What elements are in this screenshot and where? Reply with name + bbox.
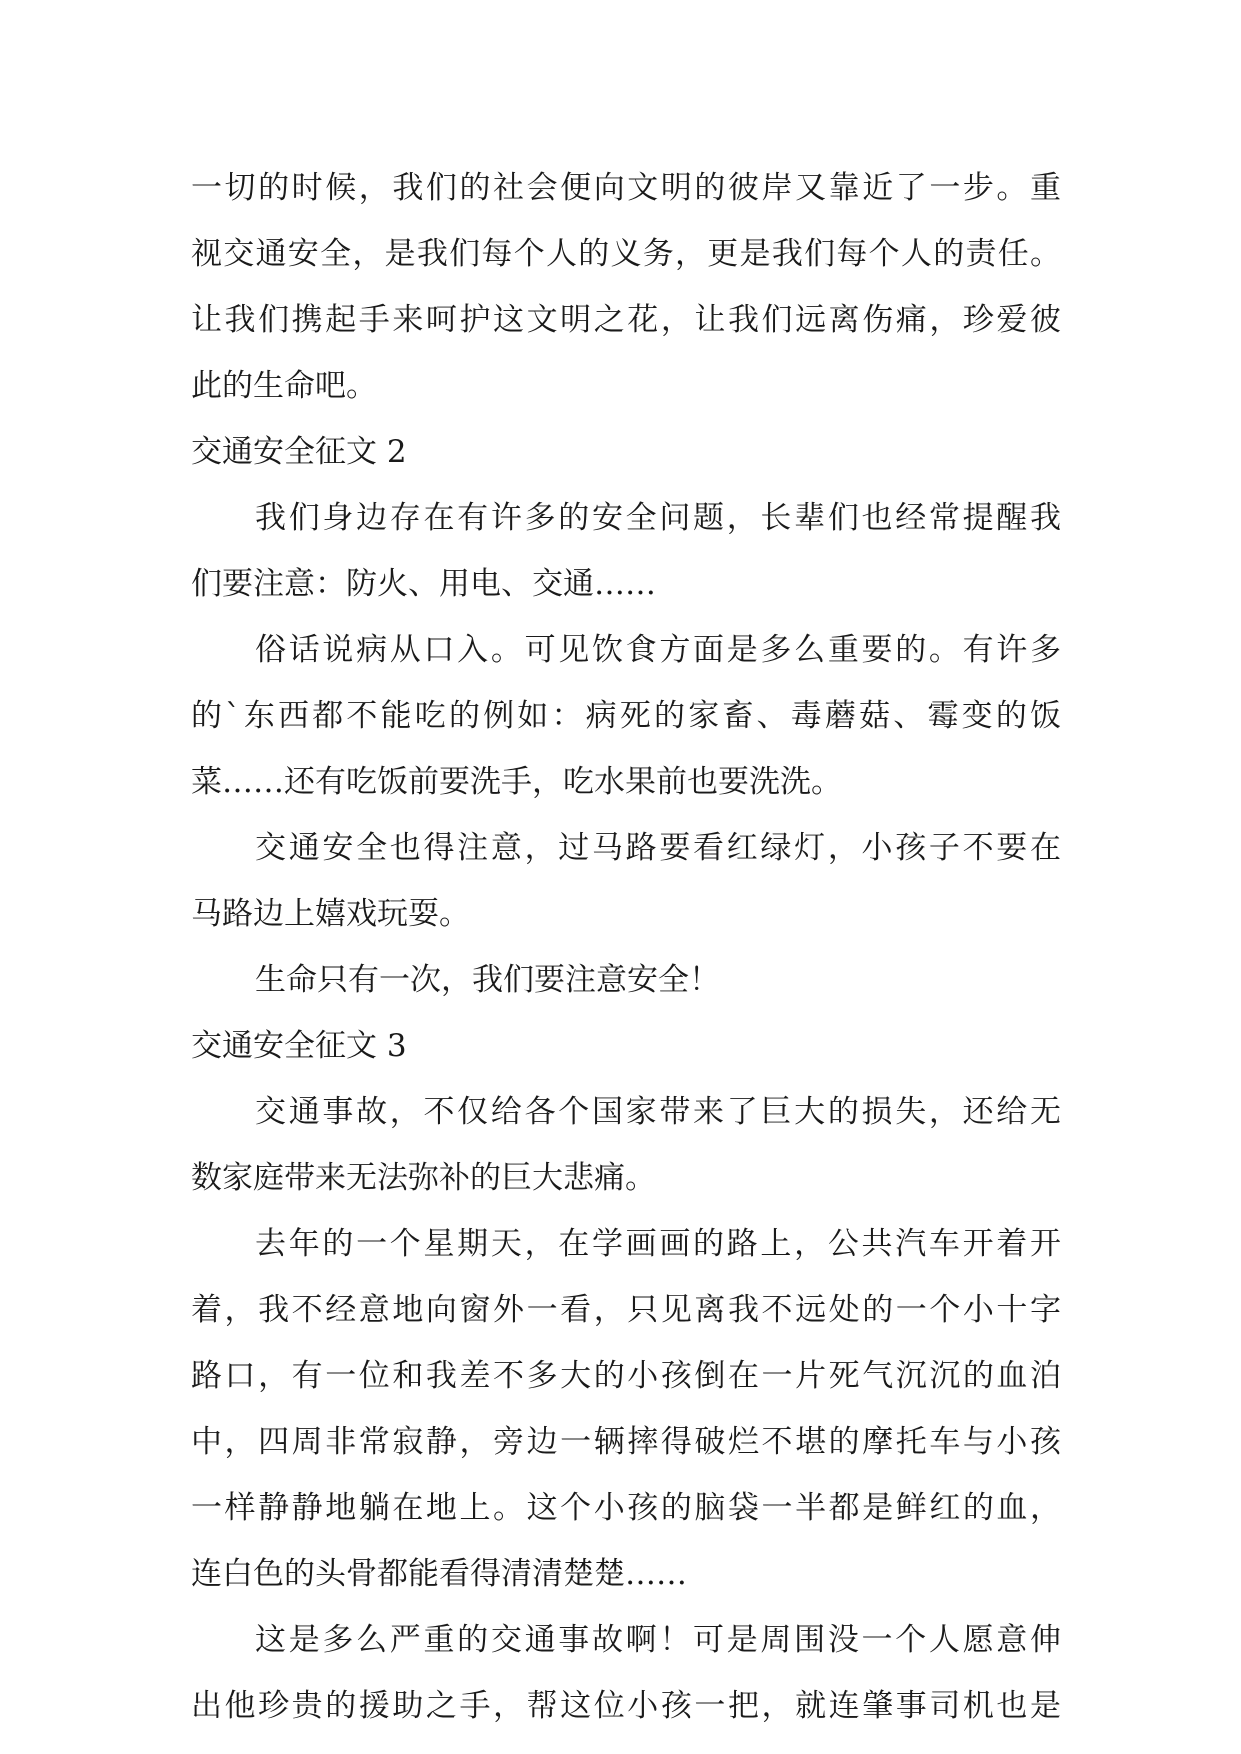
text-line: 出他珍贵的援助之手，帮这位小孩一把，就连肇事司机也是 (191, 1688, 1061, 1724)
text-line: 一切的时候，我们的社会便向文明的彼岸又靠近了一步。重 (191, 170, 1061, 206)
text-line: 交通安全也得注意，过马路要看红绿灯，小孩子不要在 (255, 830, 1061, 866)
text-line: 着，我不经意地向窗外一看，只见离我不远处的一个小十字 (191, 1292, 1061, 1328)
text-line: 俗话说病从口入。可见饮食方面是多么重要的。有许多 (255, 632, 1061, 668)
text-line: 交通事故，不仅给各个国家带来了巨大的损失，还给无 (255, 1094, 1061, 1130)
text-line: 生命只有一次，我们要注意安全！ (255, 962, 720, 998)
text-line: 此的生命吧。 (191, 368, 377, 404)
text-line: 路口，有一位和我差不多大的小孩倒在一片死气沉沉的血泊 (191, 1358, 1061, 1394)
text-line: 这是多么严重的交通事故啊！可是周围没一个人愿意伸 (255, 1622, 1061, 1658)
text-line: 马路边上嬉戏玩耍。 (191, 896, 470, 932)
text-line: 去年的一个星期天，在学画画的路上，公共汽车开着开 (255, 1226, 1061, 1262)
text-line: 让我们携起手来呵护这文明之花，让我们远离伤痛，珍爱彼 (191, 302, 1061, 338)
text-line: 我们身边存在有许多的安全问题，长辈们也经常提醒我 (255, 500, 1061, 536)
section-heading: 交通安全征文 2 (191, 434, 407, 470)
text-line: 的`东西都不能吃的例如：病死的家畜、毒蘑菇、霉变的饭 (191, 698, 1061, 734)
text-line: 菜……还有吃饭前要洗手，吃水果前也要洗洗。 (191, 764, 842, 800)
document-body (191, 155, 1061, 1739)
text-line: 视交通安全，是我们每个人的义务，更是我们每个人的责任。 (191, 236, 1061, 272)
text-line: 中，四周非常寂静，旁边一辆摔得破烂不堪的摩托车与小孩 (191, 1424, 1061, 1460)
text-line: 数家庭带来无法弥补的巨大悲痛。 (191, 1160, 656, 1196)
section-heading: 交通安全征文 3 (191, 1028, 407, 1064)
text-line: 们要注意：防火、用电、交通…… (191, 566, 656, 602)
text-line: 连白色的头骨都能看得清清楚楚…… (191, 1556, 687, 1592)
text-line: 一样静静地躺在地上。这个小孩的脑袋一半都是鲜红的血， (191, 1490, 1061, 1526)
